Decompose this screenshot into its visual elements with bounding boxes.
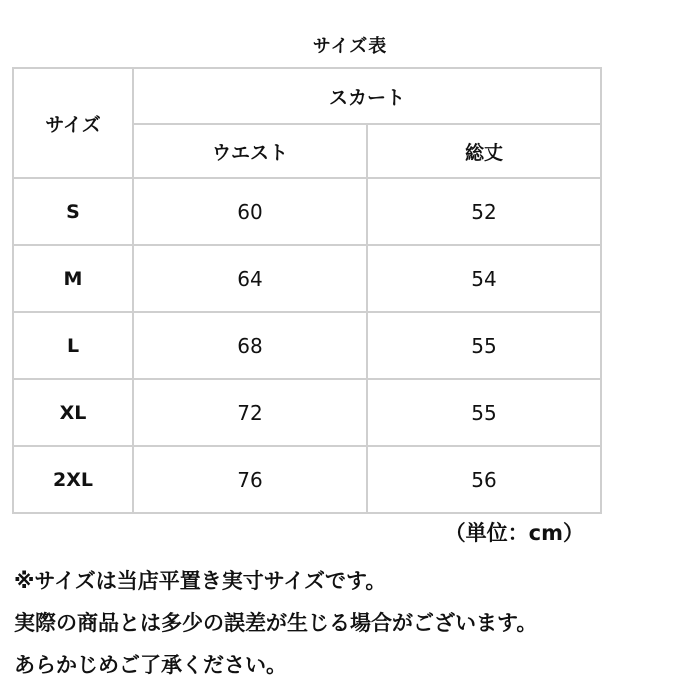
waist-column-header: ウエスト [133,124,367,178]
size-table [12,67,602,514]
length-cell: 55 [367,379,601,446]
table-row [13,245,601,312]
waist-cell: 72 [133,379,367,446]
unit-note: （単位：cm） [444,521,584,545]
table-row [13,379,601,446]
waist-cell: 64 [133,245,367,312]
size-cell: L [13,312,133,379]
note-line: 実際の商品とは多少の誤差が生じる場合がございます。 [14,611,538,635]
note-line: あらかじめご了承ください。 [14,653,287,677]
page-title: サイズ表 [312,36,388,57]
length-cell: 54 [367,245,601,312]
size-column-header: サイズ [13,68,133,178]
note-line: ※サイズは当店平置き実寸サイズです。 [14,569,387,593]
size-cell: XL [13,379,133,446]
header-row-group [13,68,601,124]
length-cell: 56 [367,446,601,513]
table-row [13,312,601,379]
waist-cell: 68 [133,312,367,379]
size-cell: S [13,178,133,245]
skirt-group-header: スカート [133,68,601,124]
waist-cell: 60 [133,178,367,245]
length-cell: 55 [367,312,601,379]
length-column-header: 総丈 [367,124,601,178]
notes-block [14,560,694,686]
table-row [13,178,601,245]
length-cell: 52 [367,178,601,245]
size-cell: 2XL [13,446,133,513]
size-cell: M [13,245,133,312]
waist-cell: 76 [133,446,367,513]
table-row [13,446,601,513]
